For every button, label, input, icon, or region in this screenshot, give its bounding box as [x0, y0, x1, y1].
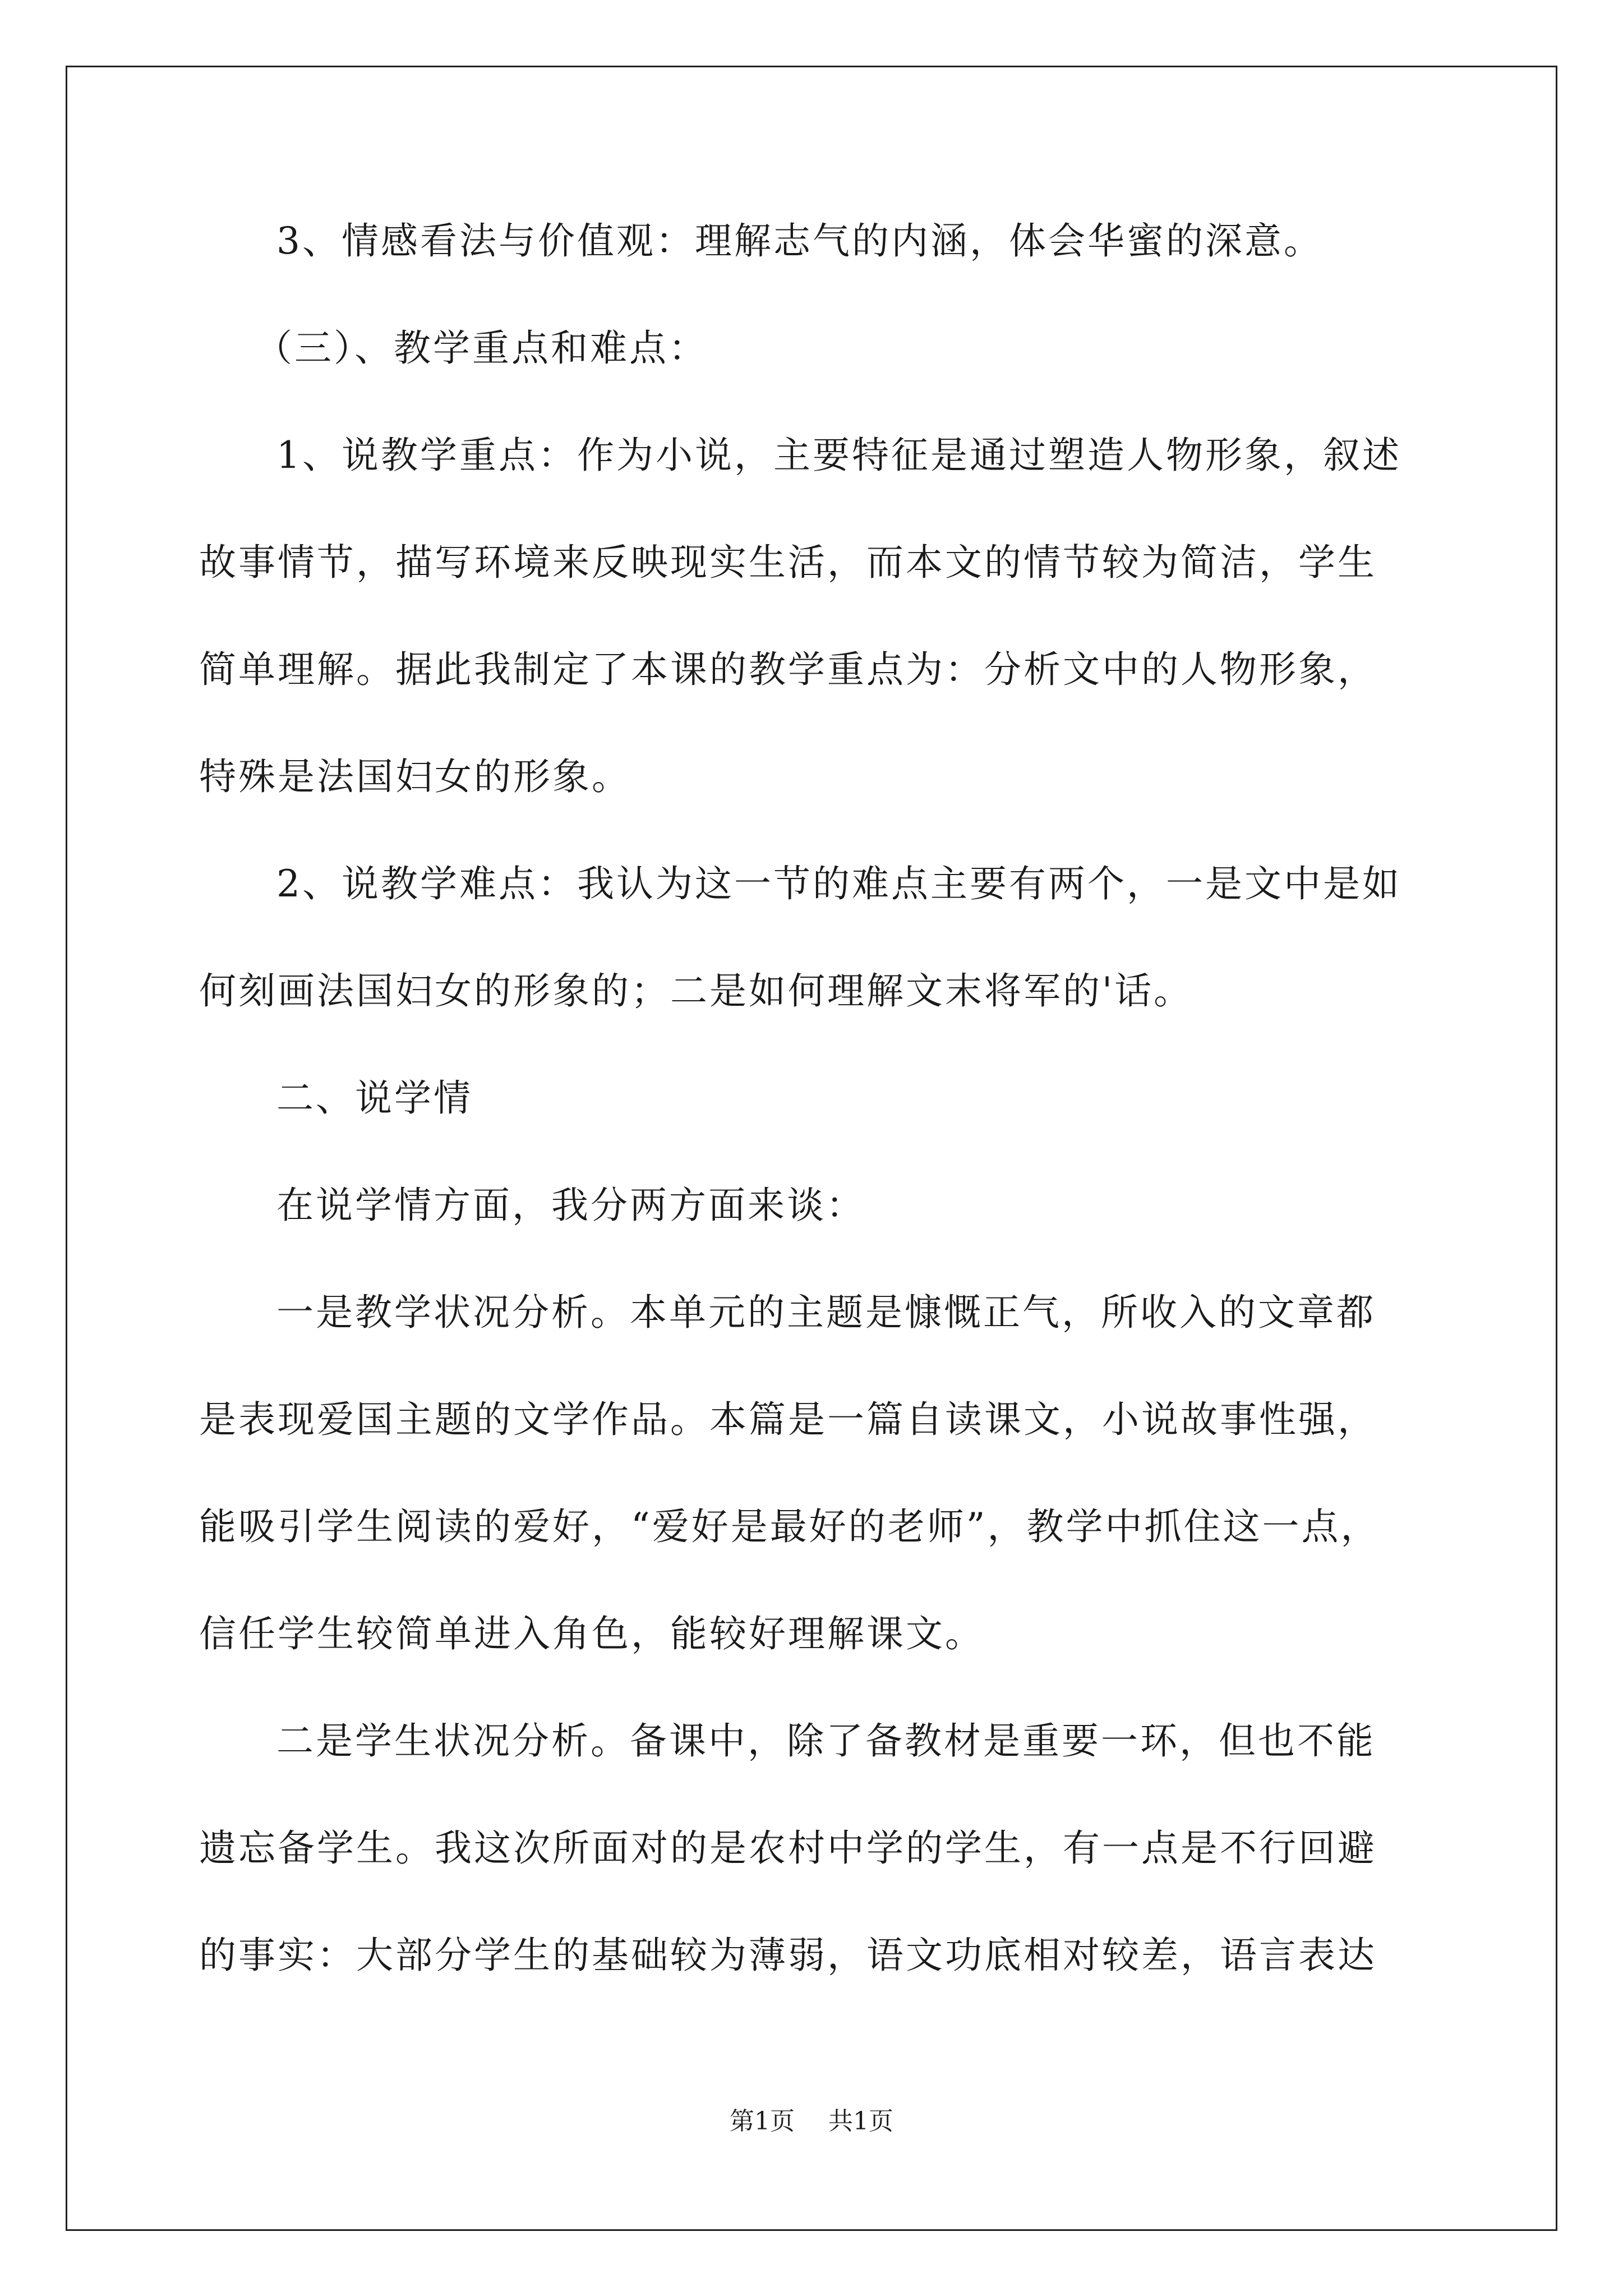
text-line: 3、情感看法与价值观：理解志气的内涵，体会华蜜的深意。 [276, 219, 1323, 263]
text-line: 二是学生状况分析。备课中，除了备教材是重要一环，但也不能 [276, 1719, 1376, 1763]
text-line: （三）、教学重点和难点： [255, 326, 708, 370]
text-line: 二、说学情 [276, 1076, 473, 1120]
page-total: 共1页 [828, 2107, 893, 2136]
text-line: 2、说教学难点：我认为这一节的难点主要有两个，一是文中是如 [276, 862, 1401, 905]
text-line: 在说学情方面，我分两方面来谈： [276, 1184, 865, 1227]
text-line: 能吸引学生阅读的爱好，“爱好是最好的老师”，教学中抓住这一点， [199, 1505, 1380, 1548]
text-line: 何刻画法国妇女的形象的；二是如何理解文末将军的'话。 [199, 969, 1193, 1013]
page-number: 第1页 [730, 2107, 795, 2136]
page-footer [0, 2101, 1623, 2137]
text-line: 1、说教学重点：作为小说，主要特征是通过塑造人物形象，叙述 [276, 434, 1401, 477]
text-line: 的事实：大部分学生的基础较为薄弱，语文功底相对较差，语言表达 [199, 1934, 1377, 1977]
text-line: 信任学生较简单进入角色，能较好理解课文。 [199, 1612, 984, 1655]
text-line: 故事情节，描写环境来反映现实生活，而本文的情节较为简洁，学生 [199, 541, 1377, 584]
document-body [199, 210, 1433, 2032]
text-line: 特殊是法国妇女的形象。 [199, 755, 631, 798]
text-line: 遗忘备学生。我这次所面对的是农村中学的学生，有一点是不行回避 [199, 1826, 1377, 1870]
text-line: 简单理解。据此我制定了本课的教学重点为：分析文中的人物形象， [199, 648, 1377, 691]
text-line: 是表现爱国主题的文学作品。本篇是一篇自读课文，小说故事性强， [199, 1398, 1377, 1441]
text-line: 一是教学状况分析。本单元的主题是慷慨正气，所收入的文章都 [276, 1291, 1376, 1334]
